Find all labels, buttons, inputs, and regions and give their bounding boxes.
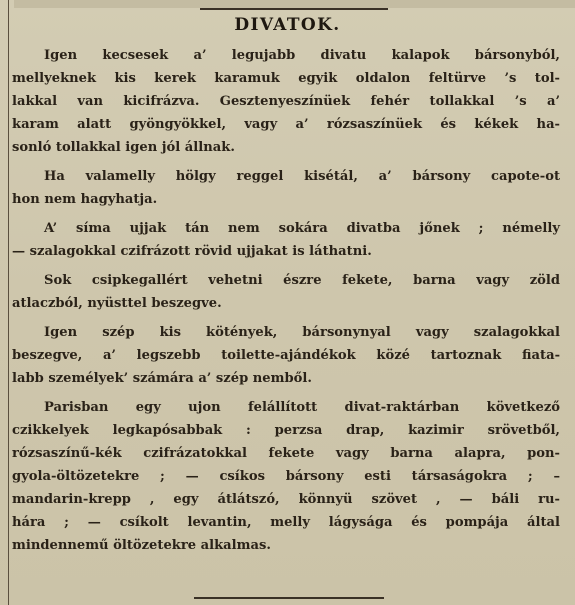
text-line: hon nem hagyhatja. [12,192,158,207]
text-line: gyola-öltözetekre ; — csíkos bársony esti társaságokra ; – [12,469,560,484]
text-line: Sok csipkegallért vehetni észre fekete, barna vagy zöld [44,273,560,288]
text-line: czikkelyek legkapósabbak : perzsa drap, kazimir srövetből, [12,423,560,438]
paragraph [12,396,560,557]
text-line: A’ síma ujjak tán nem sokára divatba jőnek ; némelly [44,221,560,236]
article-body [12,44,560,563]
paragraph [12,44,560,159]
paragraph [12,165,560,211]
bottom-separator-rule [194,597,384,599]
text-line: Igen kecsesek a’ legujabb divatu kalapok bársonyból, [44,48,560,63]
text-line: hára ; — csíkolt levantin, melly lágysága és pompája által [12,515,560,530]
text-line: Igen szép kis kötények, bársonynyal vagy szalagokkal [44,325,560,340]
text-line: karam alatt gyöngyökkel, vagy a’ rózsaszínüek és kékek ha- [12,117,560,132]
column-rule [8,0,9,605]
text-line: atlaczból, nyüsttel beszegve. [12,296,222,311]
text-line: mellyeknek kis kerek karamuk egyik oldalon feltürve ’s tol- [12,71,560,86]
text-line: sonló tollakkal igen jól állnak. [12,140,235,155]
text-line: rózsaszínű-kék czifrázatokkal fekete vagy barna alapra, pon- [12,446,560,461]
paragraph [12,217,560,263]
text-line: beszegve, a’ legszebb toilette-ajándékok közé tartoznak fiata- [12,348,560,363]
text-line: Parisban egy ujon felállított divat-raktárban következő [44,400,560,415]
text-line: lakkal van kicifrázva. Gesztenyeszínüek fehér tollakkal ’s a’ [12,94,560,109]
text-line: labb személyek’ számára a’ szép nemből. [12,371,312,386]
paragraph [12,269,560,315]
top-separator-rule [200,8,388,10]
text-line: mindennemű öltözetekre alkalmas. [12,538,271,553]
previous-article-strip [14,0,575,8]
text-line: Ha valamelly hölgy reggel kisétál, a’ bársony capote-ot [44,169,560,184]
text-line: — szalagokkal czifrázott rövid ujjakat is láthatni. [12,244,372,259]
article-heading: DIVATOK. [234,15,341,35]
paragraph [12,321,560,390]
text-line: mandarin-krepp , egy átlátszó, könnyü szövet , — báli ru- [12,492,560,507]
